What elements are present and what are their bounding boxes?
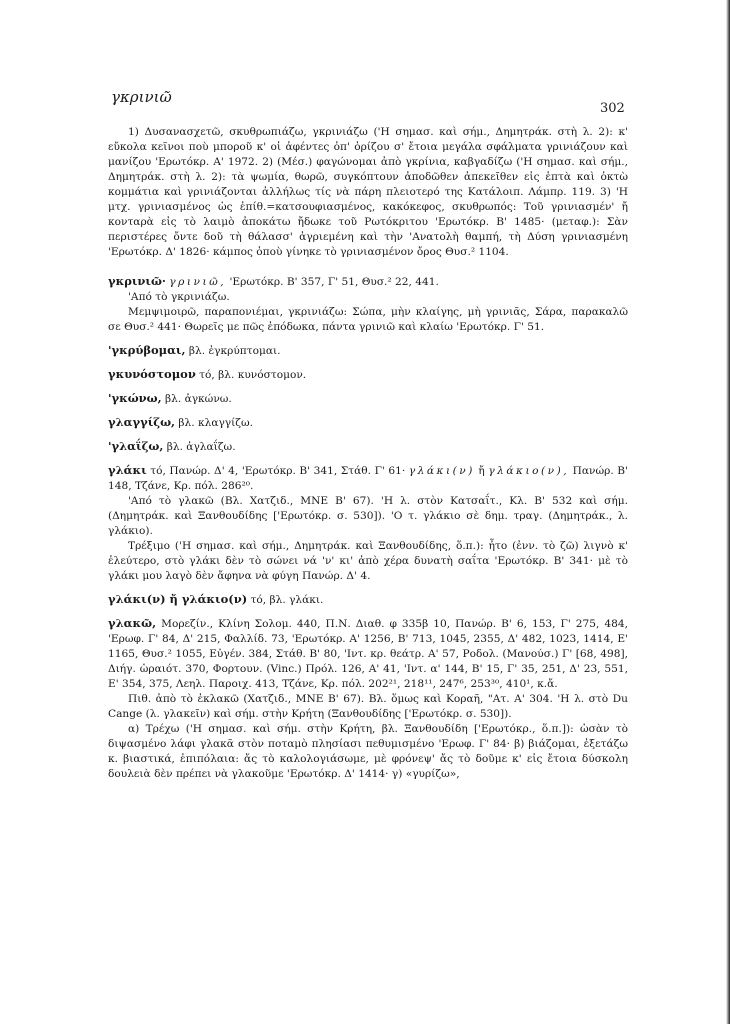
running-head: γκρινιῶ [111,88,172,106]
cross-reference: βλ. κλαγγίζω. [178,417,254,429]
lemma: γλαγγίζω, [108,415,176,429]
cross-reference: βλ. ἀγλαΐζω. [166,441,236,453]
entry-glakin [108,592,628,608]
cross-reference: τό, βλ. κυνόστομον. [199,369,307,381]
definition: Μεμψιμοιρῶ, παραπονιέμαι, γκρινιάζω: Σώπα, μὴν κλαίγης, μὴ γρινιᾶς, Σάρα, παρακαλῶ σε Θυσ.² 441· Θωρεῖς με πῶς ἐπόδωκα, πάντα γρινιῶ καὶ κλαίω 'Ερωτόκρ. Γ' 51. [108,306,628,333]
entry-gkonw [108,391,628,407]
entry-glakw [108,616,628,782]
lemma: γλάκι(ν) ἤ γλάκιο(ν) [108,592,248,606]
entry-glaizw [108,439,628,455]
definition: Τρέξιμο ('Η σημασ. καὶ σήμ., Δημητράκ. καὶ Ξανθουδίδης, ὅ.π.): ἦτο (ἐνν. τὸ ζῶ) λιγνὸ κ' ἐλεύτερο, στὸ γλάκι δὲν τὸ σώνει νά 'ν' κι' ἀπὸ χέρα δυνατὴ σαΐτα 'Ερωτόκρ. Β' 341· μὲ τὸ γλάκι μου λαγὸ δὲν ἄφηνα νὰ φύγη Πανώρ. Δ' 4. [108,540,628,582]
spaced-form: γλάκι(ν) [408,465,475,477]
references: Μορεζίν., Κλίνη Σολομ. 440, Π.Ν. Διαθ. φ 335β 10, Πανώρ. Β' 6, 153, Γ' 275, 484, 'Ερωφ. Γ' 84, Δ' 215, Φαλλίδ. 73, 'Ερωτόκρ. Α' 1256, Β' 713, 1045, 2355, Δ' 482, 1023, 1414, Ε' 1165, Θυσ.² 1055, Εὐγέν. 384, Στάθ. Β' 80, 'Ιντ. κρ. θεάτρ. Α' 57, Ροδολ. (Μανούσ.) Γ' [68, 498], Διήγ. ὡραιότ. 370, Φορτουν. (Vinc.) Πρόλ. 126, Α' 41, 'Ιντ. α' 144, Β' 15, Γ' 35, 251, Δ' 23, 551, Ε' 354, 375, Λεηλ. Παροιχ. 413, Τζάνε, Κρ. πόλ. 202²¹, 218¹¹, 247⁶, 253³⁰, 410¹, κ.ἄ. [108,618,628,690]
references: Πανώρ. Β' 148, Τζάνε, Κρ. πόλ. 286²⁰. [108,465,628,492]
entry-gkriniw [108,274,628,335]
etymology: Πιθ. ἀπὸ τὸ ἐκλακῶ (Χατζιδ., ΜΝΕ Β' 67). Βλ. ὅμως καὶ Κοραῆ, "Ατ. Α' 304. 'Η λ. στὸ Du Cange (λ. γλακεῖν) καὶ σήμ. στὴν Κρήτη (Ξανθουδίδης ['Ερωτόκρ. σ. 530]). [108,693,628,720]
page-number: 302 [600,101,625,116]
cross-reference: βλ. ἀγκώνω. [165,393,232,405]
lemma: 'γλαΐζω, [108,439,164,453]
definition: α) Τρέχω ('Η σημασ. καὶ σήμ. στὴν Κρήτη, βλ. Ξανθουδίδη ['Ερωτόκρ., ὅ.π.]): ὡσὰν τὸ διψασμένο λάφι γλακᾶ στὸν ποταμὸ πλησίασι πεθυμισμένο 'Ερωφ. Γ' 84· β) βιάζομαι, ἐξετάζω κ. βιαστικά, ἐπιπόλαια: ἄς τὸ καλολογιάσωμε, μὲ φρόνεψ' ἄς τὸ δοῦμε κ' εἰς ἔτοια δύσκολη δουλειὰ δὲν πρέπει νὰ γλακοῦμε 'Ερωτόκρ. Δ' 1414· γ) «γυρίζω», [108,723,628,780]
cross-reference: τό, βλ. γλάκι. [250,594,324,606]
etymology: 'Από τὸ γκρινιάζω. [128,291,230,303]
lemma: γκυνόστομον [108,367,196,381]
spaced-form: γρινιῶ, [169,276,227,288]
dictionary-text [108,125,628,790]
lemma: γλάκι [108,463,147,477]
lemma: 'γκώνω, [108,391,162,405]
conjunction: ἤ [478,465,485,477]
references: 'Ερωτόκρ. Β' 357, Γ' 51, Θυσ.² 22, 441. [229,276,439,288]
entry-continuation-paragraph: 1) Δυσανασχετῶ, σκυθρωπιάζω, γκρινιάζω ('Η σημασ. καὶ σήμ., Δημητράκ. στὴ λ. 2): κ' εὔκολα κεῖνοι ποὺ μποροῦ κ' οἱ ἀφέντες ὀπ' ὁρίζου σ' ἔτοια μεγάλα σφάλματα γρινιάζουν καὶ μανίζου 'Ερωτόκρ. Α' 1972. 2) (Μέσ.) φαγώνομαι ἀπὸ γκρίνια, καβγαδίζω ('Η σημασ. καὶ σήμ., Δημητράκ. στὴ λ. 2): τὰ ψωμία, θωρῶ, συγκόπτουν ἀποδῶθεν ἀπεκεῖθεν εἰς ἑπτὰ καὶ ὀκτὼ κομμάτια καὶ γρινιάζονται ἀλλήλως τίς νὰ πάρη πλειοτερό της Κατάλοιπ. Λάμπρ. 119. 3) 'Η μτχ. γρινιασμένος ὡς ἐπίθ.=κατσουφιασμένος, κακόκεφος, σκυθρωπός: Τοῦ γρινιασμέν' ἤ κονταρὰ εἰς τὸ λαιμὸ ἀποκάτω ἤδωκε τοῦ Ρωτόκριτου 'Ερωτόκρ. Β' 1485· (μεταφ.): Σὰν περιστέρες ὄντε δοῦ τὴ θάλασσ' ἀγριεμένη καὶ τὴν 'Ανατολὴ θαμπή, τὴ Δύση γρινιασμένη 'Ερωτόκρ. Δ' 1826· κάμπος ὁποὺ γίνηκε τὸ γρινιασμένον ὄρος Θυσ.² 1104. [108,126,628,258]
spaced-form: γλάκιο(ν), [488,465,570,477]
entry-glaki [108,463,628,584]
entry-glaggizw [108,415,628,431]
page-edge-shadow [726,0,730,1024]
entry-gkynostomon [108,367,628,383]
etymology: 'Από τὸ γλακῶ (Βλ. Χατζιδ., ΜΝΕ Β' 67). 'Η λ. στὸν Κατσαΐτ., Κλ. Β' 532 καὶ σήμ. (Δημητράκ. καὶ Ξανθουδίδης ['Ερωτόκρ. σ. 530]). 'Ο τ. γλάκιο σὲ δημ. τραγ. (Δημητράκ., λ. γλάκιο). [108,495,628,537]
lemma: γλακῶ, [108,616,157,630]
cross-reference: βλ. ἐγκρύπτομαι. [188,345,281,357]
references: τό, Πανώρ. Δ' 4, 'Ερωτόκρ. Β' 341, Στάθ. Γ' 61· [150,465,406,477]
entry-gkryvomai [108,343,628,359]
lemma: γκρινιῶ· [108,274,166,288]
lemma: 'γκρύβομαι, [108,343,186,357]
